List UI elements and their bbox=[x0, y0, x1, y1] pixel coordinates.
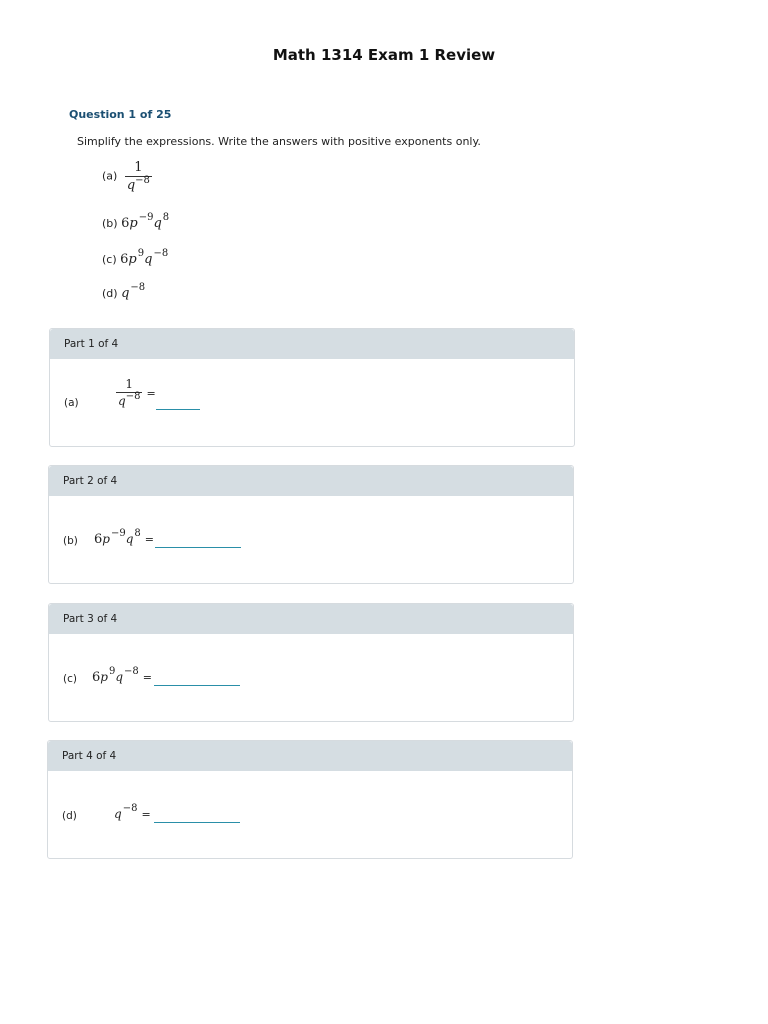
base-q: q bbox=[115, 670, 124, 684]
base-q: q bbox=[125, 532, 134, 546]
exponent: −8 bbox=[124, 666, 139, 677]
exponent: −9 bbox=[110, 528, 126, 539]
part-4-expression bbox=[114, 803, 151, 822]
question-number: Question 1 of 25 bbox=[69, 108, 172, 121]
exponent: 9 bbox=[137, 248, 145, 259]
coefficient: 6 bbox=[121, 216, 130, 231]
exponent: −8 bbox=[130, 282, 146, 293]
expression-b bbox=[102, 212, 170, 231]
exponent: −8 bbox=[122, 803, 138, 814]
exponent: 8 bbox=[134, 528, 141, 539]
base-q: q bbox=[114, 807, 122, 821]
expression-d bbox=[102, 282, 146, 301]
part-2-label: (b) bbox=[63, 535, 78, 547]
part-3-header: Part 3 of 4 bbox=[49, 604, 573, 634]
expression-c-label: (c) bbox=[102, 253, 117, 266]
equals-sign: = bbox=[142, 671, 152, 684]
expression-c bbox=[102, 248, 169, 267]
exponent: 8 bbox=[162, 212, 170, 223]
coefficient: 6 bbox=[92, 670, 101, 685]
part-1-expression bbox=[112, 377, 156, 408]
expression-b-label: (b) bbox=[102, 217, 118, 230]
part-3-answer-field[interactable] bbox=[154, 685, 240, 686]
equals-sign: = bbox=[144, 533, 154, 546]
expression-d-label: (d) bbox=[102, 287, 118, 300]
part-2-expression bbox=[94, 528, 154, 547]
fraction-denominator bbox=[125, 176, 152, 193]
part-2-answer-field[interactable] bbox=[155, 547, 241, 548]
part-2-header: Part 2 of 4 bbox=[49, 466, 573, 496]
base-q: q bbox=[118, 394, 126, 408]
base-p: p bbox=[129, 216, 138, 231]
coefficient: 6 bbox=[94, 532, 103, 547]
exponent: 9 bbox=[108, 666, 116, 677]
base-p: p bbox=[102, 532, 110, 546]
base-p: p bbox=[100, 670, 108, 684]
part-1-panel bbox=[49, 328, 575, 447]
expression-a-label: (a) bbox=[102, 169, 118, 183]
part-1-label: (a) bbox=[64, 397, 79, 409]
fraction-numerator: 1 bbox=[125, 377, 134, 391]
base-q: q bbox=[144, 252, 153, 267]
fraction bbox=[116, 377, 142, 408]
part-3-expression bbox=[92, 666, 152, 685]
part-4-panel bbox=[47, 740, 573, 859]
base-q: q bbox=[121, 286, 130, 301]
question-instructions: Simplify the expressions. Write the answers with positive exponents only. bbox=[77, 135, 481, 148]
exponent: −8 bbox=[153, 248, 169, 259]
part-4-answer-field[interactable] bbox=[154, 822, 240, 823]
expression-a bbox=[102, 160, 152, 193]
part-1-header: Part 1 of 4 bbox=[50, 329, 574, 359]
part-2-panel bbox=[48, 465, 574, 584]
base-q: q bbox=[153, 216, 162, 231]
exponent: −9 bbox=[138, 212, 154, 223]
base-p: p bbox=[128, 252, 137, 267]
exponent: −8 bbox=[125, 391, 141, 402]
fraction-denominator bbox=[116, 392, 142, 408]
part-3-panel bbox=[48, 603, 574, 722]
fraction-numerator: 1 bbox=[134, 160, 143, 175]
equals-sign: = bbox=[141, 808, 151, 821]
equals-sign: = bbox=[146, 387, 156, 400]
fraction bbox=[125, 160, 152, 193]
part-1-answer-field[interactable] bbox=[156, 409, 200, 410]
coefficient: 6 bbox=[120, 252, 129, 267]
base-q: q bbox=[126, 178, 136, 193]
part-4-label: (d) bbox=[62, 810, 77, 822]
part-3-label: (c) bbox=[63, 673, 77, 685]
part-4-header: Part 4 of 4 bbox=[48, 741, 572, 771]
exponent: −8 bbox=[135, 175, 150, 186]
page-title: Math 1314 Exam 1 Review bbox=[272, 46, 496, 64]
